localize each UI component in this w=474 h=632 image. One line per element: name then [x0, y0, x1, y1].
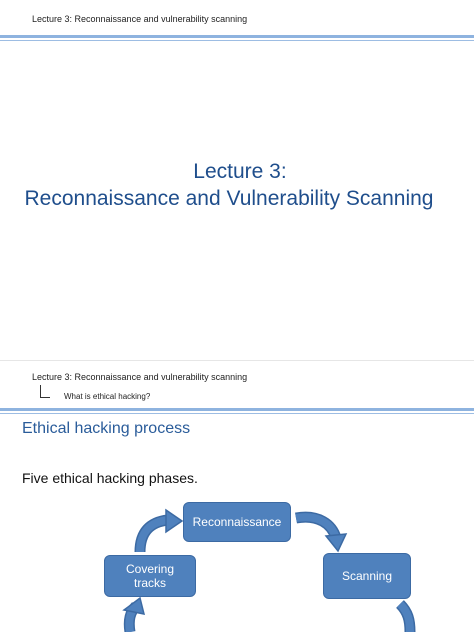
phase-reconnaissance-label: Reconnaissance: [192, 515, 282, 529]
slide1-header-text: Lecture 3: Reconnaissance and vulnerability scanning: [32, 14, 248, 24]
section-title: Ethical hacking process: [22, 420, 191, 437]
arrow-up-to-cover: [124, 598, 144, 632]
arrow-recon-to-scan: [296, 517, 346, 551]
covering-line1: Covering: [125, 562, 175, 576]
phase-covering-tracks-label: [126, 562, 174, 590]
phase-scanning-label: Scanning: [341, 569, 393, 583]
slide2-subheader: What is ethical hacking?: [64, 392, 151, 401]
slide1-title-line1: Lecture 3:: [193, 160, 287, 183]
slide2-header-text: Lecture 3: Reconnaissance and vulnerability scanning: [32, 372, 248, 382]
arrow-scan-down: [400, 604, 410, 632]
phase-scanning-box: [323, 553, 411, 599]
arrow-cover-to-recon: [140, 510, 182, 552]
bullet-text: Five ethical hacking phases.: [22, 470, 198, 486]
phase-reconnaissance-box: [183, 502, 291, 542]
phase-covering-tracks-box: [104, 555, 196, 597]
covering-line2: tracks: [133, 576, 166, 590]
slide1-title-line2: Reconnaissance and Vulnerability Scanning: [24, 187, 434, 210]
